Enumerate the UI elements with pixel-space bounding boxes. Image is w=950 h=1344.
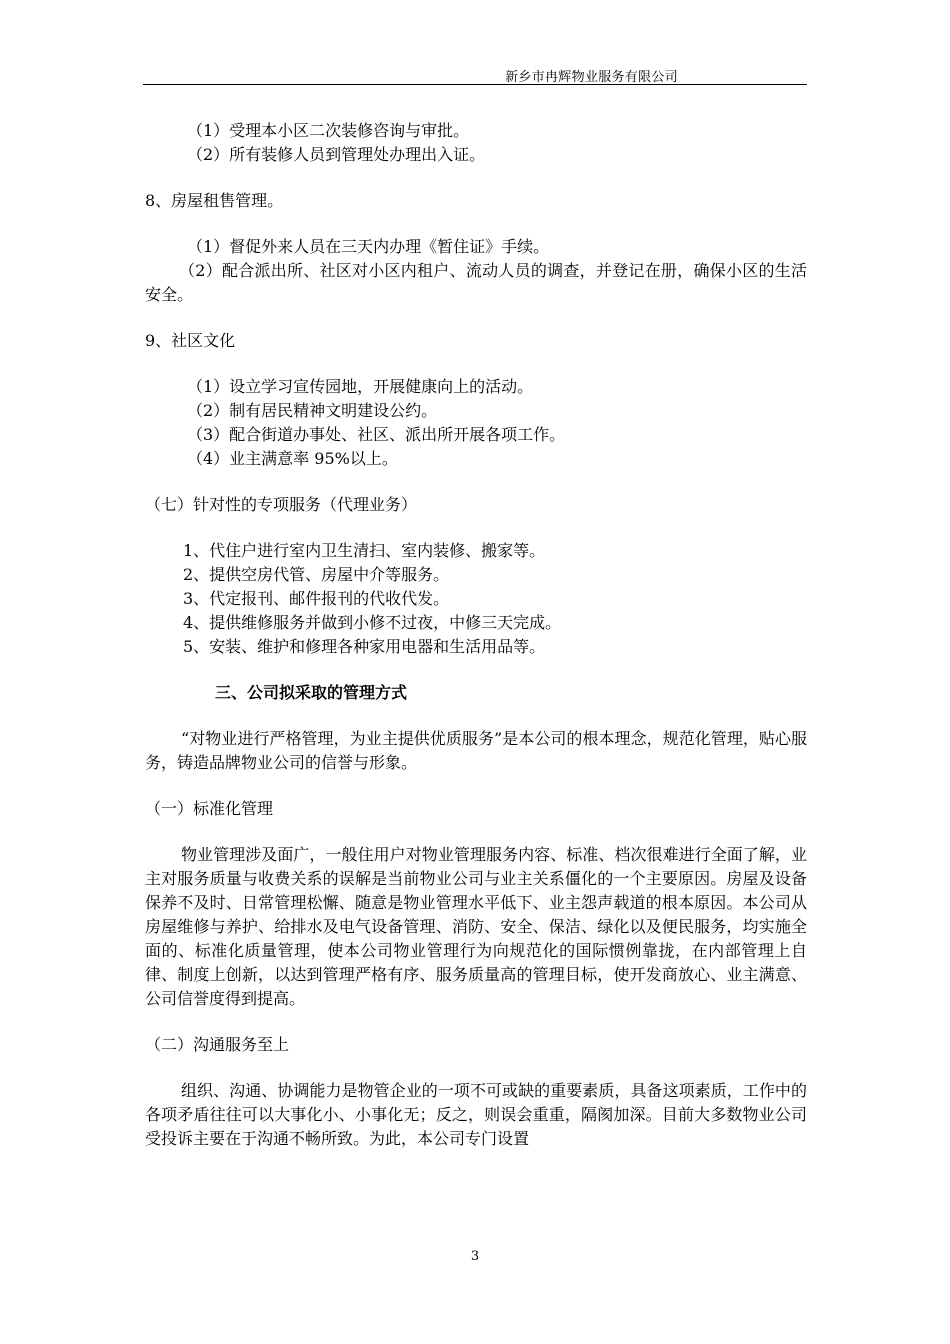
communication-heading: （二）沟通服务至上 xyxy=(145,1035,290,1054)
special-service-item-5: 5、安装、维护和修理各种家用电器和生活用品等。 xyxy=(183,637,546,656)
special-service-item-3: 3、代定报刊、邮件报刊的代收代发。 xyxy=(183,589,450,608)
section-3-intro: “对物业进行严格管理，为业主提供优质服务”是本公司的根本理念，规范化管理，贴心服务，铸造品牌物业公司的信誉与形象。 xyxy=(145,729,807,772)
standardization-heading: （一）标准化管理 xyxy=(145,799,274,818)
page-content xyxy=(145,119,807,1151)
standardization-paragraph: 物业管理涉及面广，一般住用户对物业管理服务内容、标准、档次很难进行全面了解，业主对服务质量与收费关系的误解是当前物业公司与业主关系僵化的一个主要原因。房屋及设备保养不及时、日常管理松懈、随意是物业管理水平低下、业主怨声载道的根本原因。本公司从房屋维修与养护、给排水及电气设备管理、消防、安全、保洁、绿化以及便民服务，均实施全面的、标准化质量管理，使本公司物业管理行为向规范化的国际惯例靠拢，在内部管理上自律、制度上创新，以达到管理严格有序、服务质量高的管理目标，使开发商放心、业主满意、公司信誉度得到提高。 xyxy=(145,845,807,1008)
special-services-heading: （七）针对性的专项服务（代理业务） xyxy=(145,495,418,514)
page-number: 3 xyxy=(470,1249,480,1264)
header-company-name: 新乡市冉辉物业服务有限公司 xyxy=(505,70,678,85)
section-3-heading: 三、公司拟采取的管理方式 xyxy=(215,683,408,702)
culture-item-3: （3）配合街道办事处、社区、派出所开展各项工作。 xyxy=(187,425,566,444)
renovation-item-1: （1）受理本小区二次装修咨询与审批。 xyxy=(187,121,470,140)
communication-paragraph: 组织、沟通、协调能力是物管企业的一项不可或缺的重要素质，具备这项素质，工作中的各项矛盾往往可以大事化小、小事化无；反之，则误会重重，隔阂加深。目前大多数物业公司受投诉主要在于沟通不畅所致。为此，本公司专门设置 xyxy=(145,1081,807,1148)
rental-item-2: （2）配合派出所、社区对小区内租户、流动人员的调查，并登记在册，确保小区的生活安全。 xyxy=(145,261,807,304)
culture-item-4: （4）业主满意率 95%以上。 xyxy=(187,449,398,468)
header-rule xyxy=(143,84,807,85)
renovation-item-2: （2）所有装修人员到管理处办理出入证。 xyxy=(187,145,486,164)
culture-heading: 9、社区文化 xyxy=(145,331,236,350)
special-service-item-4: 4、提供维修服务并做到小修不过夜，中修三天完成。 xyxy=(183,613,562,632)
culture-item-2: （2）制有居民精神文明建设公约。 xyxy=(187,401,438,420)
rental-heading: 8、房屋租售管理。 xyxy=(145,191,284,210)
special-service-item-1: 1、代住户进行室内卫生清扫、室内装修、搬家等。 xyxy=(183,541,546,560)
rental-item-1: （1）督促外来人员在三天内办理《暂住证》手续。 xyxy=(187,237,550,256)
special-service-item-2: 2、提供空房代管、房屋中介等服务。 xyxy=(183,565,450,584)
culture-item-1: （1）设立学习宣传园地，开展健康向上的活动。 xyxy=(187,377,534,396)
